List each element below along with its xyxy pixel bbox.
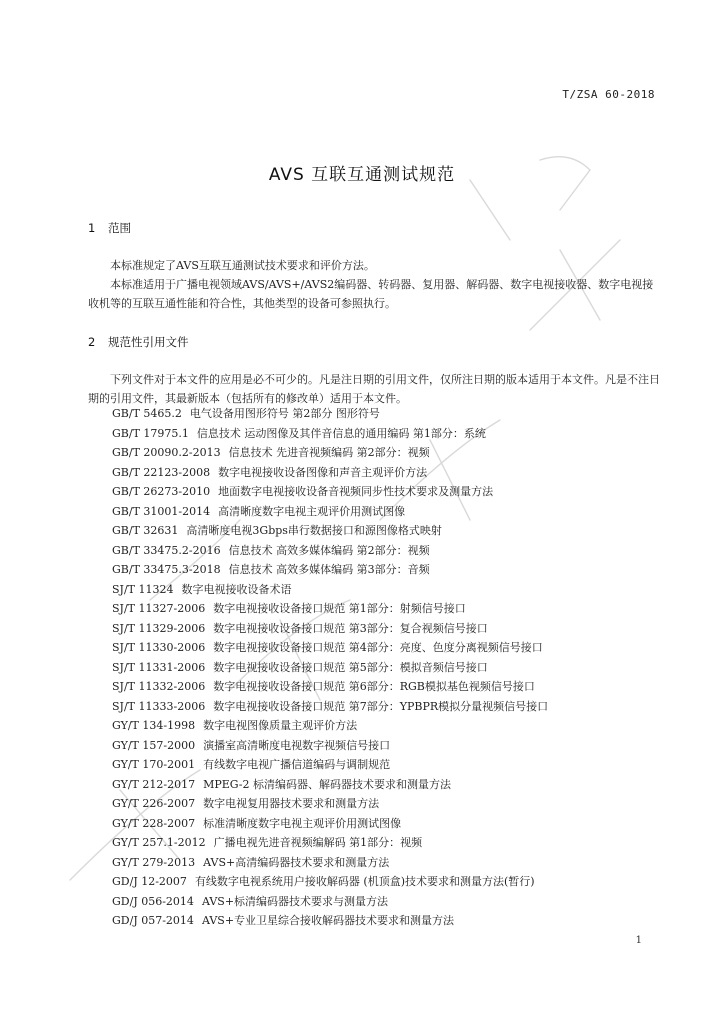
reference-code: SJ/T 11327-2006 [112, 602, 206, 615]
reference-code: GY/T 228-2007 [112, 816, 196, 830]
reference-code: SJ/T 11329-2006 [112, 621, 206, 635]
reference-item [112, 424, 672, 444]
reference-item [112, 716, 672, 736]
reference-title: 高清晰度电视3Gbps串行数据接口和源图像格式映射 [186, 524, 442, 537]
reference-item [112, 521, 672, 541]
reference-item [112, 775, 672, 795]
reference-title: 数字电视接收设备接口规范 第3部分：复合视频信号接口 [213, 621, 488, 635]
reference-title: AVS+专业卫星综合接收解码器技术要求和测量方法 [201, 914, 455, 927]
normative-references-list [112, 404, 672, 931]
reference-item [112, 443, 672, 463]
reference-title: 有线数字电视系统用户接收解码器 (机顶盒)技术要求和测量方法(暂行) [194, 875, 535, 888]
reference-item [112, 619, 672, 639]
reference-item [112, 482, 672, 502]
reference-item [112, 794, 672, 814]
section-number: 2 [88, 335, 96, 349]
reference-title: 信息技术 运动图像及其伴音信息的通用编码 第1部分：系统 [196, 426, 486, 440]
reference-title: 数字电视接收设备接口规范 第7部分：YPBPR模拟分量视频信号接口 [213, 699, 549, 713]
reference-title: 广播电视先进音视频编解码 第1部分：视频 [213, 836, 423, 849]
page-number: 1 [635, 935, 642, 946]
reference-item [112, 833, 672, 853]
reference-code: GY/T 170-2001 [112, 758, 196, 771]
reference-title: 信息技术 先进音视频编码 第2部分：视频 [228, 446, 430, 459]
section-1-paragraph-2: 本标准适用于广播电视领域AVS/AVS+/AVS2编码器、转码器、复用器、解码器、数字电视接收器、数字电视接收机等的互联互通性能和符合性，其他类型的设备可参照执行。 [88, 278, 654, 310]
reference-code: GB/T 32631 [112, 524, 179, 537]
reference-item [112, 853, 672, 873]
reference-code: GD/J 12-2007 [112, 875, 187, 888]
reference-title: 数字电视接收设备术语 [181, 582, 292, 596]
reference-title: 数字电视接收设备图像和声音主观评价方法 [218, 465, 428, 479]
document-title: AVS 互联互通测试规范 [268, 165, 456, 185]
reference-code: GB/T 33475.2-2016 [112, 543, 221, 557]
reference-code: SJ/T 11332-2006 [112, 680, 206, 693]
reference-title: 电气设备用图形符号 第2部分 图形符号 [189, 407, 380, 420]
reference-item [112, 755, 672, 775]
reference-title: 有线数字电视广播信道编码与调制规范 [203, 758, 391, 771]
reference-item [112, 892, 672, 912]
reference-code: SJ/T 11330-2006 [112, 641, 206, 654]
reference-item [112, 502, 672, 522]
reference-code: GD/J 056-2014 [112, 894, 194, 908]
reference-item [112, 580, 672, 600]
reference-code: SJ/T 11331-2006 [112, 660, 206, 674]
reference-title: 演播室高清晰度电视数字视频信号接口 [203, 738, 391, 752]
section-title: 范围 [108, 221, 131, 235]
reference-title: 数字电视图像质量主观评价方法 [203, 719, 358, 732]
standard-code: T/ZSA 60-2018 [562, 88, 655, 101]
reference-item [112, 404, 672, 424]
section-2-heading [88, 334, 189, 350]
reference-title: 地面数字电视接收设备音视频同步性技术要求及测量方法 [218, 485, 494, 498]
section-number: 1 [88, 221, 96, 235]
reference-title: 信息技术 高效多媒体编码 第2部分：视频 [228, 543, 430, 557]
reference-title: 数字电视接收设备接口规范 第5部分：模拟音频信号接口 [213, 660, 488, 674]
reference-item [112, 872, 672, 892]
reference-item [112, 638, 672, 658]
reference-code: GB/T 26273-2010 [112, 485, 211, 498]
reference-item [112, 677, 672, 697]
reference-code: GY/T 279-2013 [112, 855, 196, 869]
section-title: 规范性引用文件 [108, 335, 189, 349]
reference-title: 数字电视复用器技术要求和测量方法 [203, 797, 380, 810]
reference-item [112, 814, 672, 834]
reference-item [112, 911, 672, 931]
section-2-intro: 下列文件对于本文件的应用是必不可少的。凡是注日期的引用文件，仅所注日期的版本适用于本文件。凡是不注日期的引用文件，其最新版本（包括所有的修改单）适用于本文件。 [88, 373, 660, 405]
reference-code: GB/T 5465.2 [112, 407, 182, 420]
section-1-paragraph-1: 本标准规定了AVS互联互通测试技术要求和评价方法。 [110, 259, 375, 272]
reference-code: GY/T 257.1-2012 [112, 836, 206, 849]
reference-item [112, 736, 672, 756]
section-1-heading [88, 220, 131, 236]
reference-code: SJ/T 11333-2006 [112, 699, 206, 713]
reference-code: GB/T 17975.1 [112, 426, 189, 440]
reference-code: GB/T 33475.3-2018 [112, 563, 221, 576]
reference-code: GB/T 20090.2-2013 [112, 446, 221, 459]
reference-code: GY/T 226-2007 [112, 797, 196, 810]
reference-title: 标准清晰度数字电视主观评价用测试图像 [203, 816, 402, 830]
reference-code: GD/J 057-2014 [112, 914, 194, 927]
reference-title: AVS+高清编码器技术要求和测量方法 [203, 855, 390, 869]
reference-item [112, 658, 672, 678]
reference-title: 信息技术 高效多媒体编码 第3部分：音频 [228, 563, 430, 576]
reference-title: 数字电视接收设备接口规范 第6部分：RGB模拟基色视频信号接口 [213, 680, 535, 693]
reference-item [112, 463, 672, 483]
reference-code: SJ/T 11324 [112, 582, 174, 596]
reference-item [112, 599, 672, 619]
reference-item [112, 560, 672, 580]
reference-title: 高清晰度数字电视主观评价用测试图像 [218, 504, 406, 518]
reference-code: GB/T 31001-2014 [112, 504, 211, 518]
reference-code: GY/T 134-1998 [112, 719, 196, 732]
reference-title: MPEG-2 标清编码器、解码器技术要求和测量方法 [203, 777, 452, 791]
reference-title: 数字电视接收设备接口规范 第4部分：亮度、色度分离视频信号接口 [213, 641, 543, 654]
reference-item [112, 697, 672, 717]
reference-code: GY/T 157-2000 [112, 738, 196, 752]
reference-item [112, 541, 672, 561]
reference-code: GY/T 212-2017 [112, 777, 196, 791]
reference-code: GB/T 22123-2008 [112, 465, 211, 479]
reference-title: AVS+标清编码器技术要求与测量方法 [201, 894, 389, 908]
reference-title: 数字电视接收设备接口规范 第1部分：射频信号接口 [213, 602, 466, 615]
